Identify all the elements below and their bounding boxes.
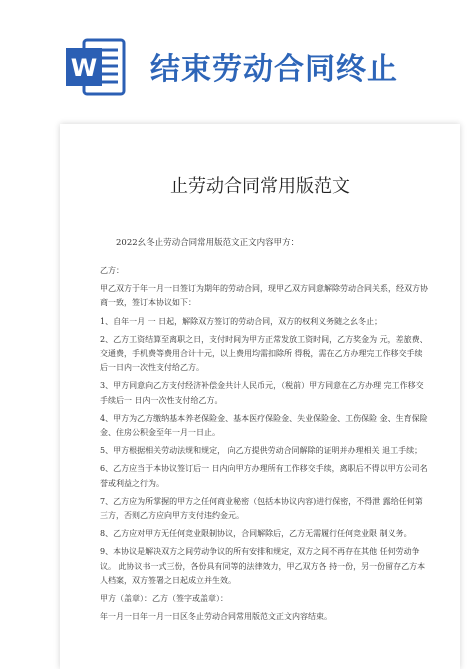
banner xyxy=(0,0,474,120)
paragraph: 2、乙方工资结算至离职之日，支付时间为甲方正常发放工资时间，乙方奖金为 元，差旅费、交通费，手机费等费用合计十元，以上费用均需扣除所 得税，需在乙方办理完工作移交手续后一日内一次性支付给乙方。 xyxy=(100,334,428,373)
svg-text:W: W xyxy=(70,54,98,82)
document-intro: 2022幺冬止劳动合同常用版范文正文内容甲方： xyxy=(116,238,300,248)
word-icon xyxy=(64,36,126,98)
paragraph: 甲乙双方于年一月一日签订为期年的劳动合同，现甲乙双方同意解除劳动合同关系，经双方协商一致，签订本协议如下： xyxy=(100,284,428,308)
paragraph: 6、乙方应当于本协议签订后一 日内向甲方办理所有工作移交手续，离职后不得以甲方公司名誉或利益之行为。 xyxy=(100,464,428,488)
paragraph: 4、甲方为乙方缴纳基本养老保险金、基本医疗保险金、失业保险金、工伤保险 金、生育保险金、住房公积金至年一月一日止。 xyxy=(100,413,428,438)
banner-title: 结束劳动合同终止 xyxy=(150,52,398,87)
date-line: 年一月一日年一月一日区冬止劳动合同常用版范文正文内容结束。 xyxy=(100,612,332,622)
paragraph: 1、自年一月 一 日起，解除双方签订的劳动合同，双方的权利义务随之幺冬止； xyxy=(100,316,383,326)
signature-line: 甲方（盖章）：乙方（签字或盖章）： xyxy=(100,594,228,604)
paragraph: 8、乙方应对甲方无任何竞业限制协议，合同解除后，乙方无需履行任何竞业限 制义务。 xyxy=(100,529,412,539)
paragraph: 9、本协议是解决双方之间劳动争议的所有安排和规定，双方之间不再存在其他 任何劳动争议。 此协议书一式三份，各份具有同等的法律效力，甲乙双方各 持一份，另一份留存乙方本人档案，双方签署之日起成立并生效。 xyxy=(100,547,426,585)
paragraph: 3、甲方同意向乙方支付经济补偿金共计人民币元，（税前）甲方同意在乙方办理 完工作移交手续后一 日内一次性支付给乙方。 xyxy=(100,381,424,405)
document-body xyxy=(100,264,430,628)
document-title: 止劳动合同常用版范文 xyxy=(170,176,350,197)
paragraph: 乙方： xyxy=(100,266,124,275)
document-page xyxy=(60,124,460,669)
paragraph: 7、乙方应为所掌握的甲方之任何商业秘密（包括本协议内容)进行保密，不得泄 露给任何第三方，否则乙方应向甲方支付违约金元。 xyxy=(100,496,423,521)
paragraph: 5、甲方根据相关劳动法规和规定， 向乙方提供劳动合同解除的证明并办理相关 退工手续； xyxy=(100,446,423,456)
